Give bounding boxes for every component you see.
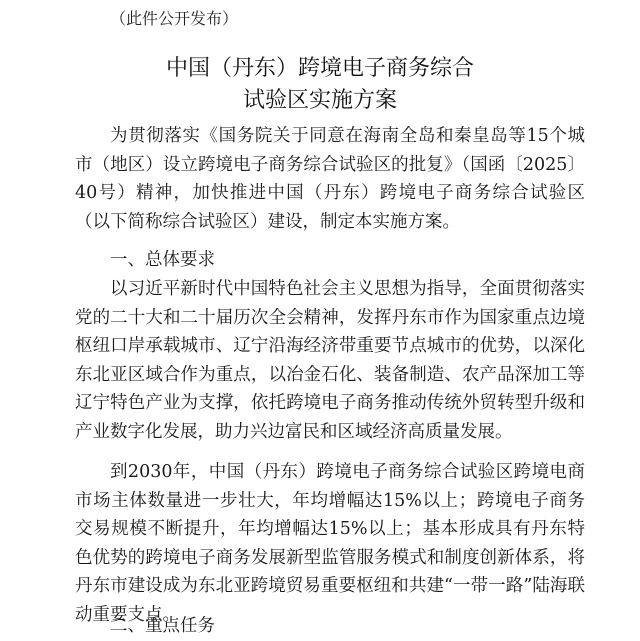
- document-title-line2: 试验区实施方案: [242, 88, 397, 113]
- section-heading-key-tasks: 二、重点任务: [110, 616, 215, 636]
- intro-paragraph: 为贯彻落实《国务院关于同意在海南全岛和秦皇岛等15个城市（地区）设立跨境电子商务综合试验区的批复》（国函〔2025〕40号）精神，加快推进中国（丹东）跨境电子商务综合试验区（以下简称综合试验区）建设，制定本实施方案。: [75, 126, 585, 232]
- publication-note: （此件公开发布）: [110, 9, 239, 28]
- document-title-line1: 中国（丹东）跨境电子商务综合: [165, 56, 474, 81]
- goals-paragraph: 到2030年，中国（丹东）跨境电子商务综合试验区跨境电商市场主体数量进一步壮大，年均增幅达15%以上；跨境电子商务交易规模不断提升，年均增幅达15%以上；基本形成具有丹东特色优势的跨境电子商务发展新型监管服务模式和制度创新体系，将丹东市建设成为东北亚跨境贸易重要枢纽和共建“一带一路”陆海联动重要支点。: [75, 462, 585, 625]
- section-heading-general-requirements: 一、总体要求: [110, 250, 215, 270]
- guiding-principle-paragraph: 以习近平新时代中国特色社会主义思想为指导，全面贯彻落实党的二十大和二十届历次全会精神，发挥丹东市作为国家重点边境枢纽口岸承载城市、辽宁沿海经济带重要节点城市的优势，以深化东北亚区域合作为重点，以冶金石化、装备制造、农产品深加工等辽宁特色产业为支撑，依托跨境电子商务推动传统外贸转型升级和产业数字化发展，助力兴边富民和区域经济高质量发展。: [75, 279, 585, 442]
